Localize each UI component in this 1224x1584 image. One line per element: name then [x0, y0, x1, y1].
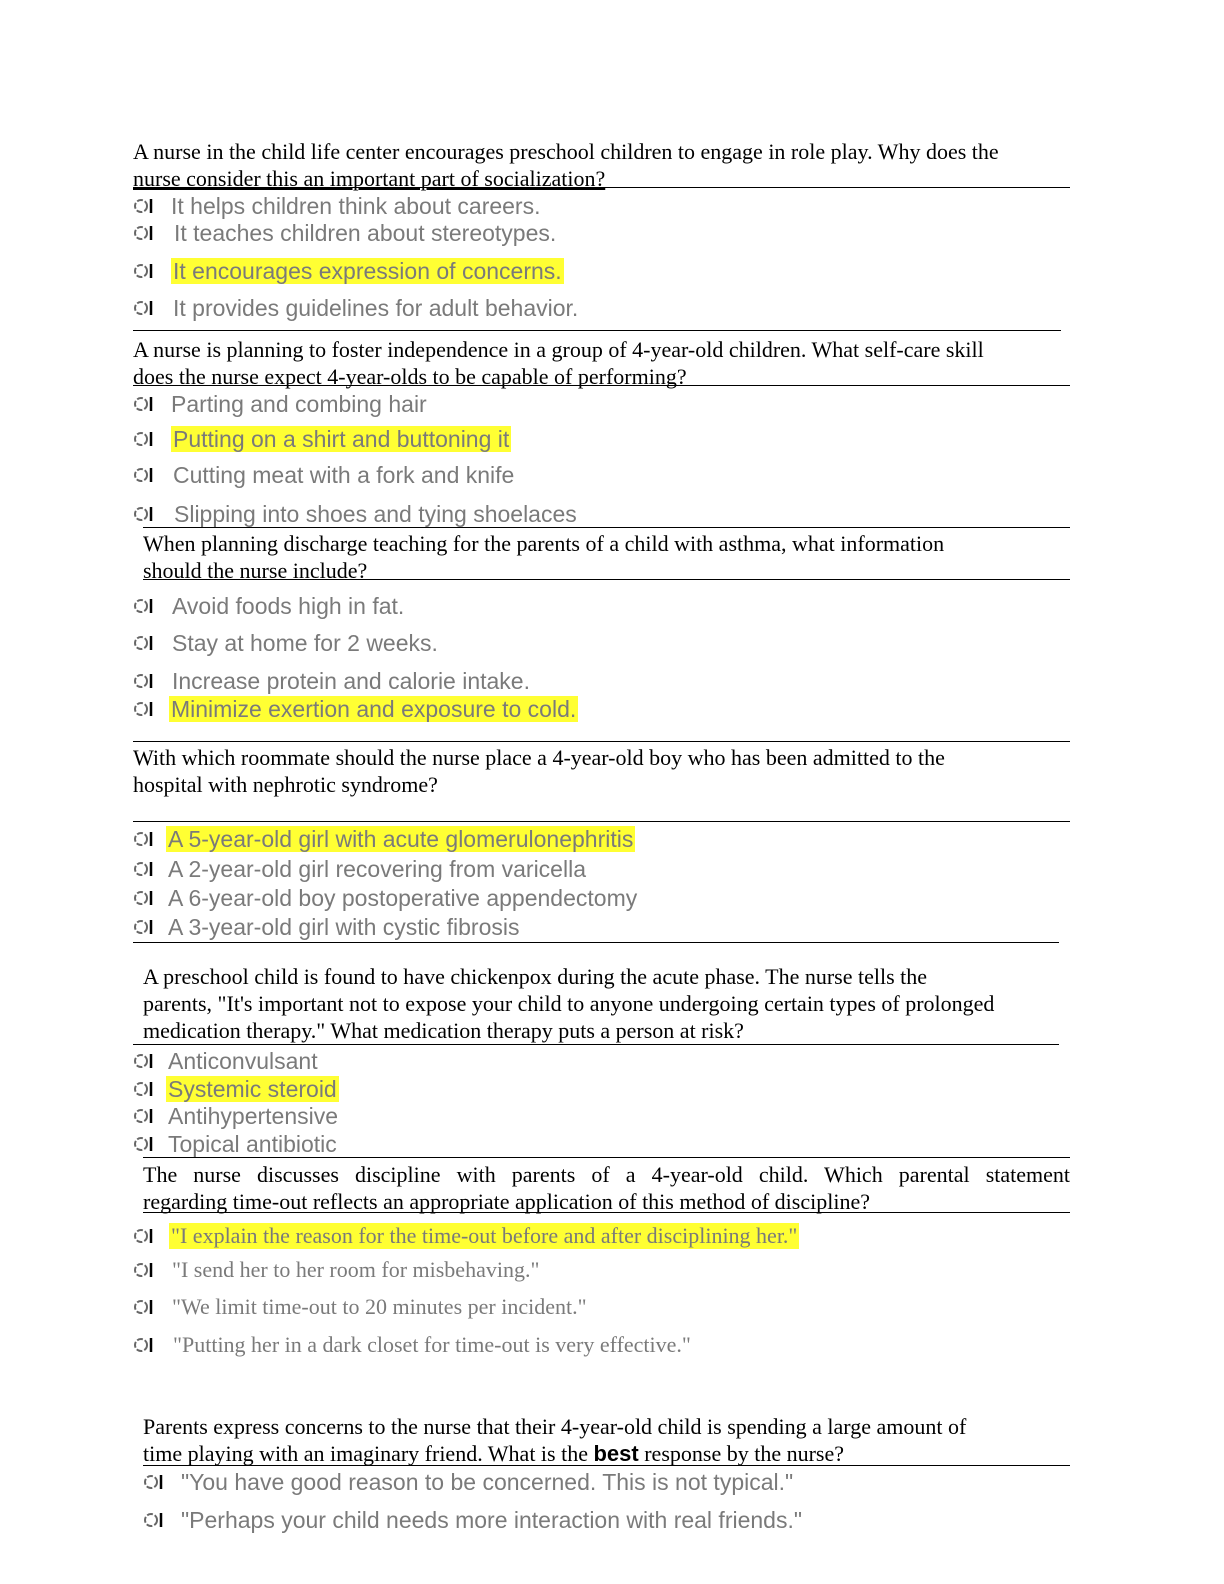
answer-option-text: "You have good reason to be concerned. This is not typical." — [181, 1469, 794, 1495]
highlighted-answer-text: "I explain the reason for the time-out before and after disciplining her." — [171, 1223, 798, 1248]
answer-option-text: Topical antibiotic — [168, 1131, 337, 1157]
question-4 — [133, 744, 945, 798]
question-3-line-1: When planning discharge teaching for the parents of a child with asthma, what information — [143, 531, 945, 556]
answer-option-text: "We limit time-out to 20 minutes per incident." — [172, 1294, 587, 1319]
divider — [133, 187, 1070, 188]
answer-option-text: Avoid foods high in fat. — [172, 593, 405, 619]
radio-button-icon[interactable] — [133, 1134, 155, 1154]
radio-button-icon[interactable] — [133, 394, 155, 414]
question-5-line-2: parents, "It's important not to expose your child to anyone undergoing certain types of prolonged — [143, 991, 995, 1016]
radio-button-icon[interactable] — [133, 223, 155, 243]
radio-button-icon[interactable] — [133, 1335, 155, 1355]
question-5 — [143, 963, 994, 1044]
radio-button-icon[interactable] — [143, 1472, 165, 1492]
question-7 — [143, 1413, 966, 1467]
question-4-line-2: hospital with nephrotic syndrome? — [133, 772, 438, 797]
answer-option-text: A 3-year-old girl with cystic fibrosis — [168, 914, 520, 940]
divider — [133, 385, 1070, 386]
divider — [133, 821, 1070, 822]
divider — [143, 1157, 1070, 1158]
highlighted-answer-text: Putting on a shirt and buttoning it — [173, 426, 510, 452]
divider — [133, 741, 1070, 742]
radio-button-icon[interactable] — [133, 633, 155, 653]
answer-option-text: "Perhaps your child needs more interaction with real friends." — [181, 1507, 803, 1533]
divider — [143, 1465, 1070, 1466]
question-7-line-1: Parents express concerns to the nurse that their 4-year-old child is spending a large amount of — [143, 1414, 967, 1439]
question-5-line-3: medication therapy." What medication therapy puts a person at risk? — [143, 1018, 744, 1043]
question-6-line-2: regarding time-out reflects an appropriate application of this method of discipline? — [143, 1189, 870, 1214]
question-1-line-2: nurse consider this an important part of socialization? — [133, 166, 606, 191]
divider — [143, 527, 1070, 528]
radio-button-icon[interactable] — [133, 1226, 155, 1246]
highlighted-answer-text: Minimize exertion and exposure to cold. — [171, 696, 577, 722]
question-7-line-2-start: time playing with an imaginary friend. What is the — [143, 1441, 594, 1466]
radio-button-icon[interactable] — [133, 671, 155, 691]
question-5-line-1: A preschool child is found to have chickenpox during the acute phase. The nurse tells the — [143, 964, 928, 989]
radio-button-icon[interactable] — [133, 596, 155, 616]
question-2 — [133, 336, 984, 390]
question-7-line-2 — [143, 1440, 966, 1467]
question-3-line-2: should the nurse include? — [143, 558, 368, 583]
radio-button-icon[interactable] — [133, 196, 155, 216]
highlighted-answer-text: A 5-year-old girl with acute glomerulonephritis — [168, 826, 634, 852]
answer-option-text: It provides guidelines for adult behavior. — [173, 295, 579, 321]
answer-option-text: Parting and combing hair — [171, 391, 427, 417]
answer-option-text: Antihypertensive — [168, 1103, 339, 1129]
question-6-line-1: The nurse discusses discipline with parents of a 4-year-old child. Which parental statement — [143, 1162, 1070, 1187]
answer-option-text: A 6-year-old boy postoperative appendectomy — [168, 885, 638, 911]
highlighted-answer-text: Systemic steroid — [168, 1076, 337, 1102]
divider — [143, 1212, 1070, 1213]
radio-button-icon[interactable] — [133, 699, 155, 719]
radio-button-icon[interactable] — [133, 504, 155, 524]
question-3 — [143, 530, 944, 584]
question-2-line-2: does the nurse expect 4-year-olds to be capable of performing? — [133, 364, 687, 389]
answer-option-text: A 2-year-old girl recovering from varicella — [168, 856, 586, 882]
divider — [133, 942, 1059, 943]
answer-option-text: "I send her to her room for misbehaving." — [172, 1257, 540, 1282]
divider — [133, 330, 1061, 331]
answer-option-text: Stay at home for 2 weeks. — [172, 630, 438, 656]
highlighted-answer-text: It encourages expression of concerns. — [173, 258, 562, 284]
radio-button-icon[interactable] — [133, 429, 155, 449]
answer-option-text: Cutting meat with a fork and knife — [173, 462, 515, 488]
radio-button-icon[interactable] — [133, 298, 155, 318]
divider — [133, 1044, 1059, 1045]
radio-button-icon[interactable] — [133, 261, 155, 281]
answer-option-text: "Putting her in a dark closet for time-out is very effective." — [173, 1332, 691, 1357]
emphasis-best: best — [593, 1441, 639, 1466]
question-4-line-1: With which roommate should the nurse place a 4-year-old boy who has been admitted to the — [133, 745, 945, 770]
question-1-line-1: A nurse in the child life center encourages preschool children to engage in role play. Why does the — [133, 139, 999, 164]
divider — [143, 579, 1070, 580]
radio-button-icon[interactable] — [133, 917, 155, 937]
answer-option-text: It teaches children about stereotypes. — [174, 220, 557, 246]
radio-button-icon[interactable] — [143, 1510, 165, 1530]
radio-button-icon[interactable] — [133, 888, 155, 908]
question-7-line-2-end: response by the nurse? — [638, 1441, 845, 1466]
radio-button-icon[interactable] — [133, 1106, 155, 1126]
radio-button-icon[interactable] — [133, 829, 155, 849]
answer-option-text: Slipping into shoes and tying shoelaces — [174, 501, 577, 527]
question-1 — [133, 138, 999, 192]
radio-button-icon[interactable] — [133, 1079, 155, 1099]
question-2-line-1: A nurse is planning to foster independence in a group of 4-year-old children. What self-care skill — [133, 337, 984, 362]
answer-option-text: It helps children think about careers. — [171, 193, 541, 219]
radio-button-icon[interactable] — [133, 1297, 155, 1317]
radio-button-icon[interactable] — [133, 1051, 155, 1071]
radio-button-icon[interactable] — [133, 465, 155, 485]
radio-button-icon[interactable] — [133, 1260, 155, 1280]
answer-option-text: Increase protein and calorie intake. — [172, 668, 530, 694]
question-6 — [143, 1161, 1070, 1215]
radio-button-icon[interactable] — [133, 859, 155, 879]
answer-option-text: Anticonvulsant — [168, 1048, 318, 1074]
